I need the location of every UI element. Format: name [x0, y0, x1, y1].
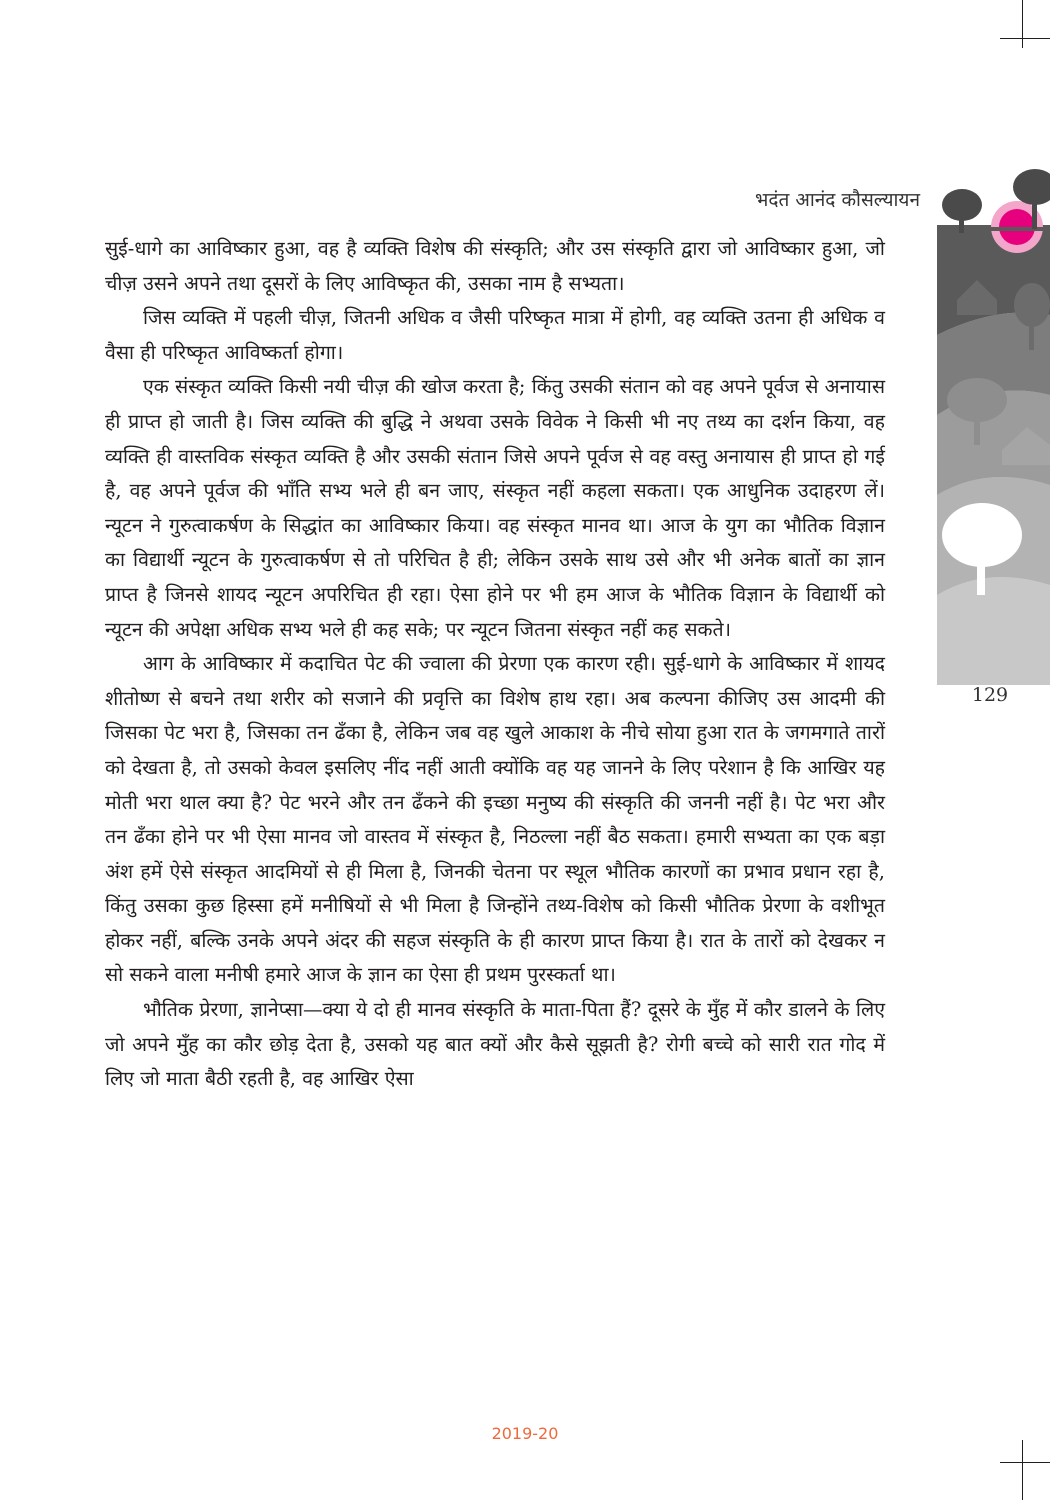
- crop-mark-top-horizontal: [1000, 38, 1050, 39]
- paragraph: सुई-धागे का आविष्कार हुआ, वह है व्यक्ति विशेष की संस्कृति; और उस संस्कृति द्वारा जो आविष्कार हुआ, जो चीज़ उसने अपने तथा दूसरों के लिए आविष्कृत की, उसका नाम है सभ्यता।: [105, 237, 885, 295]
- page-number: 129: [971, 684, 1009, 706]
- paragraph: एक संस्कृत व्यक्ति किसी नयी चीज़ की खोज करता है; किंतु उसकी संतान को वह अपने पूर्वज से अनायास ही प्राप्त हो जाती है। जिस व्यक्ति की बुद्धि ने अथवा उसके विवेक ने किसी भी नए तथ्य का दर्शन किया, वह व्यक्ति ही वास्तविक संस्कृत व्यक्ति है और उसकी संतान जिसे अपने पूर्वज से वह वस्तु अनायास ही प्राप्त हो गई है, वह अपने पूर्वज की भाँति सभ्य भले ही बन जाए, संस्कृत नहीं कहला सकता। एक आधुनिक उदाहरण लें। न्यूटन ने गुरुत्वाकर्षण के सिद्धांत का आविष्कार किया। वह संस्कृत मानव था। आज के युग का भौतिक विज्ञान का विद्यार्थी न्यूटन के गुरुत्वाकर्षण से तो परिचित है ही; लेकिन उसके साथ उसे और भी अनेक बातों का ज्ञान प्राप्त है जिनसे शायद न्यूटन अपरिचित ही रहा। ऐसा होने पर भी हम आज के भौतिक विज्ञान के विद्यार्थी को न्यूटन की अपेक्षा अधिक सभ्य भले ही कह सके; पर न्यूटन जितना संस्कृत नहीं कह सकते।: [105, 375, 885, 641]
- crop-mark-top-vertical: [1022, 0, 1023, 48]
- running-head: भदंत आनंद कौसल्यायन: [755, 189, 920, 211]
- crop-mark-bottom-horizontal: [1000, 1462, 1050, 1463]
- footer-year: 2019-20: [491, 1424, 559, 1443]
- landscape-illustration: [937, 165, 1050, 685]
- crop-mark-bottom-vertical: [1022, 1440, 1023, 1500]
- paragraph: जिस व्यक्ति में पहली चीज़, जितनी अधिक व जैसी परिष्कृत मात्रा में होगी, वह व्यक्ति उतना ही अधिक व वैसा ही परिष्कृत आविष्कर्ता होगा।: [105, 306, 885, 364]
- paragraph: आग के आविष्कार में कदाचित पेट की ज्वाला की प्रेरणा एक कारण रही। सुई-धागे के आविष्कार में शायद शीतोष्ण से बचने तथा शरीर को सजाने की प्रवृत्ति का विशेष हाथ रहा। अब कल्पना कीजिए उस आदमी की जिसका पेट भरा है, जिसका तन ढँका है, लेकिन जब वह खुले आकाश के नीचे सोया हुआ रात के जगमगाते तारों को देखता है, तो उसको केवल इसलिए नींद नहीं आती क्योंकि वह यह जानने के लिए परेशान है कि आखिर यह मोती भरा थाल क्या है? पेट भरने और तन ढँकने की इच्छा मनुष्य की संस्कृति की जननी नहीं है। पेट भरा और तन ढँका होने पर भी ऐसा मानव जो वास्तव में संस्कृत है, निठल्ला नहीं बैठ सकता। हमारी सभ्यता का एक बड़ा अंश हमें ऐसे संस्कृत आदमियों से ही मिला है, जिनकी चेतना पर स्थूल भौतिक कारणों का प्रभाव प्रधान रहा है, किंतु उसका कुछ हिस्सा हमें मनीषियों से भी मिला है जिन्होंने तथ्य-विशेष को किसी भौतिक प्रेरणा के वशीभूत होकर नहीं, बल्कि उनके अपने अंदर की सहज संस्कृति के ही कारण प्राप्त किया है। रात के तारों को देखकर न सो सकने वाला मनीषी हमारे आज के ज्ञान का ऐसा ही प्रथम पुरस्कर्ता था।: [105, 652, 885, 987]
- body-text: [105, 232, 885, 1097]
- paragraph: भौतिक प्रेरणा, ज्ञानेप्सा—क्या ये दो ही मानव संस्कृति के माता-पिता हैं? दूसरे के मुँह में कौर डालने के लिए जो अपने मुँह का कौर छोड़ देता है, उसको यह बात क्यों और कैसे सूझती है? रोगी बच्चे को सारी रात गोद में लिए जो माता बैठी रहती है, वह आखिर ऐसा: [105, 998, 885, 1091]
